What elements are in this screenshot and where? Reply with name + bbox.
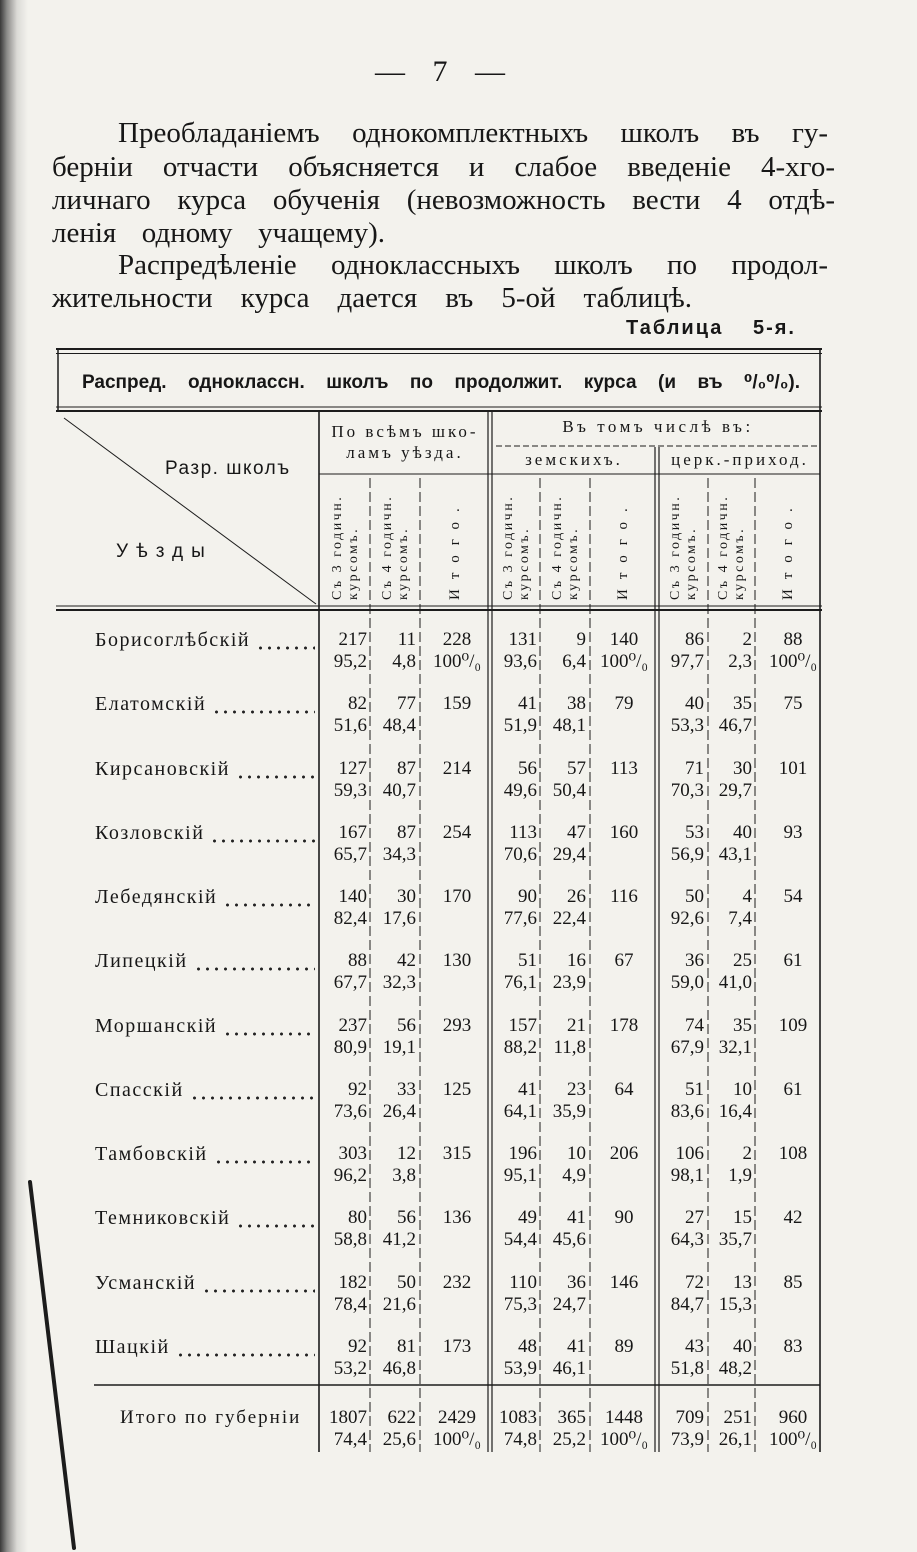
count-value: 51 xyxy=(518,950,537,972)
count-value: 167 xyxy=(338,821,367,843)
percent-value: 74,4 xyxy=(333,1429,367,1450)
column-header-text: Итого. xyxy=(446,498,463,600)
count-value: 41 xyxy=(518,693,537,715)
percent-value: 48,4 xyxy=(382,715,416,737)
corner-label-school-type: Разр. школъ xyxy=(165,458,291,479)
percent-value: 51,9 xyxy=(503,715,537,737)
percent-value: 29,7 xyxy=(718,779,752,801)
count-value: 125 xyxy=(442,1078,472,1100)
count-value: 89 xyxy=(614,1335,634,1357)
percent-value: 2,3 xyxy=(728,651,752,672)
column-header-text xyxy=(550,480,582,600)
table-row xyxy=(0,1142,917,1188)
count-value: 42 xyxy=(783,1207,803,1229)
count-value: 90 xyxy=(518,886,537,908)
percent-value: 95,2 xyxy=(333,651,367,672)
percent-value: 82,4 xyxy=(333,908,367,930)
column-header-line: курсомъ. xyxy=(732,526,747,600)
percent-value: 65,7 xyxy=(333,843,367,865)
percent-value: 54,4 xyxy=(503,1229,537,1251)
column-header-text: Итого. xyxy=(780,498,796,600)
percent-value: 35,9 xyxy=(552,1100,586,1122)
count-value: 113 xyxy=(509,821,537,843)
count-value: 108 xyxy=(778,1143,808,1165)
count-value: 217 xyxy=(338,629,367,650)
percent-value: 83,6 xyxy=(670,1100,704,1122)
count-value: 130 xyxy=(442,950,472,972)
table-row xyxy=(0,949,917,995)
count-value: 64 xyxy=(614,1078,634,1100)
count-value: 131 xyxy=(508,629,537,650)
percent-value: 67,9 xyxy=(670,1036,704,1058)
table-row xyxy=(0,821,917,867)
count-value: 12 xyxy=(397,1143,416,1165)
count-value: 960 xyxy=(778,1407,808,1428)
percent-value: 80,9 xyxy=(333,1036,367,1058)
group-header-including: Въ томъ числѣ въ: xyxy=(562,417,754,436)
count-value: 41 xyxy=(567,1335,586,1357)
percent-value: 100⁰/₀ xyxy=(768,651,818,672)
count-value: 160 xyxy=(609,821,639,843)
count-value: 23 xyxy=(567,1078,586,1100)
percent-value: 21,6 xyxy=(382,1293,416,1315)
count-value: 56 xyxy=(397,1207,416,1229)
count-value: 42 xyxy=(397,950,416,972)
group-header-parish: церк.-приход. xyxy=(671,450,809,469)
percent-value: 1,9 xyxy=(728,1165,752,1187)
table-caption: Таблица 5-я. xyxy=(626,317,796,339)
percent-value: 19,1 xyxy=(382,1036,416,1058)
percent-value: 73,9 xyxy=(670,1429,704,1450)
column-header-text xyxy=(716,480,748,600)
column-header-line: Съ 4 годичн. xyxy=(716,494,731,600)
column-header-total xyxy=(421,480,488,604)
percent-value: 45,6 xyxy=(552,1229,586,1251)
percent-value: 95,1 xyxy=(503,1165,537,1187)
percent-value: 51,6 xyxy=(333,715,367,737)
column-header-three-year xyxy=(321,480,370,604)
percent-value: 70,3 xyxy=(670,779,704,801)
percent-value: 25,6 xyxy=(382,1429,416,1450)
count-value: 30 xyxy=(733,757,752,779)
column-header-line: Съ 3 годичн. xyxy=(500,494,516,600)
table-row xyxy=(0,692,917,738)
count-value: 53 xyxy=(685,821,704,843)
count-value: 140 xyxy=(609,629,639,650)
percent-value: 7,4 xyxy=(728,908,752,930)
table-row xyxy=(0,1078,917,1124)
dot-leader xyxy=(190,1078,315,1102)
column-header-three-year xyxy=(493,480,540,604)
count-value: 1807 xyxy=(329,1407,367,1428)
count-value: 92 xyxy=(348,1078,367,1100)
count-value: 365 xyxy=(557,1407,586,1428)
percent-value: 92,6 xyxy=(670,908,704,930)
count-value: 27 xyxy=(685,1207,704,1229)
count-value: 182 xyxy=(338,1271,367,1293)
column-header-four-year xyxy=(709,480,755,604)
count-value: 10 xyxy=(567,1143,586,1165)
count-value: 87 xyxy=(397,821,416,843)
percent-value: 53,3 xyxy=(670,715,704,737)
count-value: 57 xyxy=(567,757,586,779)
percent-value: 6,4 xyxy=(562,651,586,672)
column-header-line: Съ 3 годичн. xyxy=(329,494,345,600)
percent-value: 41,2 xyxy=(382,1229,416,1251)
paragraph-2-line-2: жительности курса дается въ 5-ой таблицѣ. xyxy=(52,282,692,314)
group-header-all-schools-line-1: По всѣмъ шко- xyxy=(331,422,479,441)
percent-value: 22,4 xyxy=(552,908,586,930)
district-cell xyxy=(95,1078,315,1102)
percent-value: 100⁰/₀ xyxy=(599,651,649,672)
dot-leader xyxy=(212,692,315,716)
count-value: 1448 xyxy=(605,1407,643,1428)
count-value: 13 xyxy=(733,1271,752,1293)
group-header-all-schools-line-2: ламъ уѣзда. xyxy=(346,443,464,462)
count-value: 49 xyxy=(518,1207,537,1229)
percent-value: 67,7 xyxy=(333,972,367,994)
dot-leader xyxy=(236,757,315,781)
count-value: 41 xyxy=(518,1078,537,1100)
count-value: 15 xyxy=(733,1207,752,1229)
count-value: 75 xyxy=(783,693,803,715)
percent-value: 73,6 xyxy=(333,1100,367,1122)
count-value: 80 xyxy=(348,1207,367,1229)
table-row xyxy=(0,1014,917,1060)
percent-value: 84,7 xyxy=(670,1293,704,1315)
count-value: 254 xyxy=(442,821,472,843)
percent-value: 100⁰/₀ xyxy=(768,1429,818,1450)
percent-value: 15,3 xyxy=(718,1293,752,1315)
count-value: 83 xyxy=(783,1335,803,1357)
count-value: 21 xyxy=(567,1014,586,1036)
percent-value: 24,7 xyxy=(552,1293,586,1315)
district-cell xyxy=(95,1335,315,1359)
district-name: Спасскій xyxy=(95,1078,184,1101)
count-value: 110 xyxy=(509,1271,537,1293)
count-value: 61 xyxy=(783,950,803,972)
count-value: 33 xyxy=(397,1078,416,1100)
column-header-text xyxy=(330,480,362,600)
percent-value: 88,2 xyxy=(503,1036,537,1058)
dot-leader xyxy=(223,1014,315,1038)
district-name: Тамбовскій xyxy=(95,1143,208,1166)
column-header-line: курсомъ. xyxy=(345,526,361,600)
count-value: 86 xyxy=(685,629,704,650)
count-value: 4 xyxy=(742,886,752,908)
district-name: Темниковскій xyxy=(95,1207,231,1230)
percent-value: 76,1 xyxy=(503,972,537,994)
percent-value: 29,4 xyxy=(552,843,586,865)
paragraph-1-line-3: личнаго курса обученія (невозможность вести 4 отдѣ- xyxy=(52,184,835,216)
count-value: 709 xyxy=(675,1407,704,1428)
percent-value: 46,1 xyxy=(552,1357,586,1379)
district-cell xyxy=(95,1271,315,1295)
dot-leader xyxy=(194,949,315,973)
count-value: 41 xyxy=(567,1207,586,1229)
dot-leader xyxy=(256,628,315,652)
percent-value: 40,7 xyxy=(382,779,416,801)
count-value: 71 xyxy=(685,757,704,779)
percent-value: 25,2 xyxy=(552,1429,586,1450)
district-cell xyxy=(95,821,315,845)
count-value: 116 xyxy=(610,886,638,908)
count-value: 50 xyxy=(397,1271,416,1293)
count-value: 47 xyxy=(567,821,586,843)
count-value: 40 xyxy=(733,1335,752,1357)
count-value: 237 xyxy=(338,1014,367,1036)
percent-value: 64,3 xyxy=(670,1229,704,1251)
table-row xyxy=(0,885,917,931)
count-value: 10 xyxy=(733,1078,752,1100)
percent-value: 35,7 xyxy=(718,1229,752,1251)
percent-value: 41,0 xyxy=(718,972,752,994)
district-name: Елатомскій xyxy=(95,693,207,716)
count-value: 101 xyxy=(778,757,808,779)
count-value: 16 xyxy=(567,950,586,972)
percent-value: 4,8 xyxy=(392,651,416,672)
count-value: 92 xyxy=(348,1335,367,1357)
district-name: Липецкій xyxy=(95,950,188,973)
paragraph-1-line-4: ленія одному учащему). xyxy=(52,217,385,249)
district-cell xyxy=(95,949,315,973)
count-value: 146 xyxy=(609,1271,639,1293)
count-value: 40 xyxy=(733,821,752,843)
column-header-three-year xyxy=(660,480,708,604)
count-value: 228 xyxy=(442,629,472,650)
count-value: 622 xyxy=(387,1407,416,1428)
district-name: Моршанскій xyxy=(95,1014,218,1037)
column-header-text: Итого. xyxy=(615,498,631,600)
count-value: 303 xyxy=(338,1143,367,1165)
percent-value: 34,3 xyxy=(382,843,416,865)
dot-leader xyxy=(214,1142,315,1166)
district-cell xyxy=(95,1206,315,1230)
column-header-line: курсомъ. xyxy=(395,526,411,600)
percent-value: 49,6 xyxy=(503,779,537,801)
paragraph-1-line-1: Преобладаніемъ однокомплектныхъ школъ въ гу- xyxy=(118,117,828,149)
percent-value: 78,4 xyxy=(333,1293,367,1315)
group-header-zemstvo: земскихъ. xyxy=(525,450,623,469)
column-header-line: Съ 4 годичн. xyxy=(549,494,565,600)
count-value: 38 xyxy=(567,693,586,715)
dot-leader xyxy=(210,821,315,845)
percent-value: 17,6 xyxy=(382,908,416,930)
district-name: Кирсановскій xyxy=(95,757,230,780)
count-value: 30 xyxy=(397,886,416,908)
dot-leader xyxy=(176,1335,315,1359)
percent-value: 100⁰/₀ xyxy=(432,651,482,672)
count-value: 214 xyxy=(442,757,472,779)
paragraph-2-line-1: Распредѣленіе одноклассныхъ школъ по продол- xyxy=(118,249,828,281)
count-value: 315 xyxy=(442,1143,472,1165)
dot-leader xyxy=(223,885,315,909)
count-value: 40 xyxy=(685,693,704,715)
paragraph-1-line-2: берніи отчасти объясняется и слабое введеніе 4-хго- xyxy=(52,151,835,183)
column-header-text xyxy=(380,480,412,600)
count-value: 2 xyxy=(742,629,752,650)
count-value: 25 xyxy=(733,950,752,972)
count-value: 54 xyxy=(783,886,803,908)
count-value: 178 xyxy=(609,1014,639,1036)
count-value: 2429 xyxy=(438,1407,476,1428)
percent-value: 43,1 xyxy=(718,843,752,865)
count-value: 50 xyxy=(685,886,704,908)
percent-value: 77,6 xyxy=(503,908,537,930)
column-header-four-year xyxy=(541,480,590,604)
count-value: 51 xyxy=(685,1078,704,1100)
count-value: 74 xyxy=(685,1014,704,1036)
percent-value: 48,1 xyxy=(552,715,586,737)
count-value: 93 xyxy=(783,821,803,843)
district-cell xyxy=(95,1142,315,1166)
district-cell xyxy=(95,757,315,781)
percent-value: 97,7 xyxy=(670,651,704,672)
percent-value: 32,1 xyxy=(718,1036,752,1058)
count-value: 82 xyxy=(348,693,367,715)
total-label xyxy=(120,1406,310,1430)
percent-value: 56,9 xyxy=(670,843,704,865)
percent-value: 53,2 xyxy=(333,1357,367,1379)
district-name: Усманскій xyxy=(95,1271,197,1294)
count-value: 159 xyxy=(442,693,472,715)
district-name: Лебедянскій xyxy=(95,886,218,909)
count-value: 36 xyxy=(685,950,704,972)
percent-value: 4,9 xyxy=(562,1165,586,1187)
district-cell xyxy=(95,885,315,909)
percent-value: 53,9 xyxy=(503,1357,537,1379)
table-row xyxy=(0,757,917,803)
count-value: 48 xyxy=(518,1335,537,1357)
column-header-four-year xyxy=(371,480,420,604)
corner-label-districts: Уѣзды xyxy=(116,541,213,562)
column-header-line: Съ 3 годичн. xyxy=(668,494,683,600)
count-value: 109 xyxy=(778,1014,808,1036)
count-value: 293 xyxy=(442,1014,472,1036)
percent-value: 93,6 xyxy=(503,651,537,672)
district-cell xyxy=(95,1014,315,1038)
percent-value: 23,9 xyxy=(552,972,586,994)
percent-value: 46,8 xyxy=(382,1357,416,1379)
column-header-total xyxy=(756,480,820,604)
count-value: 88 xyxy=(783,629,803,650)
column-header-line: Съ 4 годичн. xyxy=(379,494,395,600)
count-value: 87 xyxy=(397,757,416,779)
table-title: Распред. одноклассн. школъ по продолжит. курса (и въ ⁰/₀⁰/₀). xyxy=(82,372,800,393)
count-value: 127 xyxy=(338,757,367,779)
column-header-line: курсомъ. xyxy=(565,526,581,600)
count-value: 56 xyxy=(518,757,537,779)
column-header-total xyxy=(591,480,655,604)
count-value: 90 xyxy=(614,1207,634,1229)
count-value: 72 xyxy=(685,1271,704,1293)
count-value: 157 xyxy=(508,1014,537,1036)
percent-value: 100⁰/₀ xyxy=(432,1429,482,1450)
count-value: 251 xyxy=(723,1407,752,1428)
dot-leader xyxy=(202,1271,315,1295)
column-header-text xyxy=(668,480,700,600)
count-value: 26 xyxy=(567,886,586,908)
district-name: Шацкій xyxy=(95,1335,170,1358)
count-value: 173 xyxy=(442,1335,472,1357)
district-cell xyxy=(95,628,315,652)
count-value: 2 xyxy=(742,1143,752,1165)
count-value: 196 xyxy=(508,1143,537,1165)
count-value: 35 xyxy=(733,1014,752,1036)
count-value: 206 xyxy=(609,1143,639,1165)
count-value: 81 xyxy=(397,1335,416,1357)
column-header-line: курсомъ. xyxy=(516,526,532,600)
count-value: 77 xyxy=(397,693,416,715)
percent-value: 96,2 xyxy=(333,1165,367,1187)
count-value: 56 xyxy=(397,1014,416,1036)
percent-value: 58,8 xyxy=(333,1229,367,1251)
percent-value: 32,3 xyxy=(382,972,416,994)
count-value: 9 xyxy=(576,629,586,650)
total-row xyxy=(0,1406,917,1452)
percent-value: 64,1 xyxy=(503,1100,537,1122)
percent-value: 59,0 xyxy=(670,972,704,994)
percent-value: 74,8 xyxy=(503,1429,537,1450)
count-value: 136 xyxy=(442,1207,472,1229)
table-row xyxy=(0,1206,917,1252)
dot-leader xyxy=(236,1206,315,1230)
column-header-line: курсомъ. xyxy=(684,526,699,600)
count-value: 85 xyxy=(783,1271,803,1293)
district-cell xyxy=(95,692,315,716)
count-value: 79 xyxy=(614,693,634,715)
percent-value: 70,6 xyxy=(503,843,537,865)
percent-value: 11,8 xyxy=(553,1036,586,1058)
percent-value: 75,3 xyxy=(503,1293,537,1315)
district-name: Борисоглѣбскій xyxy=(95,629,251,651)
district-name: Козловскій xyxy=(95,821,205,844)
percent-value: 48,2 xyxy=(718,1357,752,1379)
total-label-text: Итого по губерніи xyxy=(120,1407,302,1428)
count-value: 1083 xyxy=(499,1407,537,1428)
count-value: 106 xyxy=(675,1143,704,1165)
column-header-text xyxy=(501,480,533,600)
percent-value: 16,4 xyxy=(718,1100,752,1122)
table-row xyxy=(0,1271,917,1317)
count-value: 11 xyxy=(397,629,416,650)
percent-value: 46,7 xyxy=(718,715,752,737)
corner-diagonal xyxy=(64,418,316,604)
count-value: 36 xyxy=(567,1271,586,1293)
count-value: 170 xyxy=(442,886,472,908)
percent-value: 3,8 xyxy=(392,1165,416,1187)
count-value: 43 xyxy=(685,1335,704,1357)
percent-value: 50,4 xyxy=(552,779,586,801)
page-number: — 7 — xyxy=(375,55,505,88)
percent-value: 26,4 xyxy=(382,1100,416,1122)
count-value: 35 xyxy=(733,693,752,715)
count-value: 88 xyxy=(348,950,367,972)
percent-value: 26,1 xyxy=(718,1429,752,1450)
percent-value: 98,1 xyxy=(670,1165,704,1187)
count-value: 232 xyxy=(442,1271,472,1293)
percent-value: 51,8 xyxy=(670,1357,704,1379)
count-value: 113 xyxy=(610,757,638,779)
percent-value: 100⁰/₀ xyxy=(599,1429,649,1450)
count-value: 140 xyxy=(338,886,367,908)
table-row xyxy=(0,628,917,674)
table-row xyxy=(0,1335,917,1381)
percent-value: 59,3 xyxy=(333,779,367,801)
count-value: 61 xyxy=(783,1078,803,1100)
count-value: 67 xyxy=(614,950,634,972)
